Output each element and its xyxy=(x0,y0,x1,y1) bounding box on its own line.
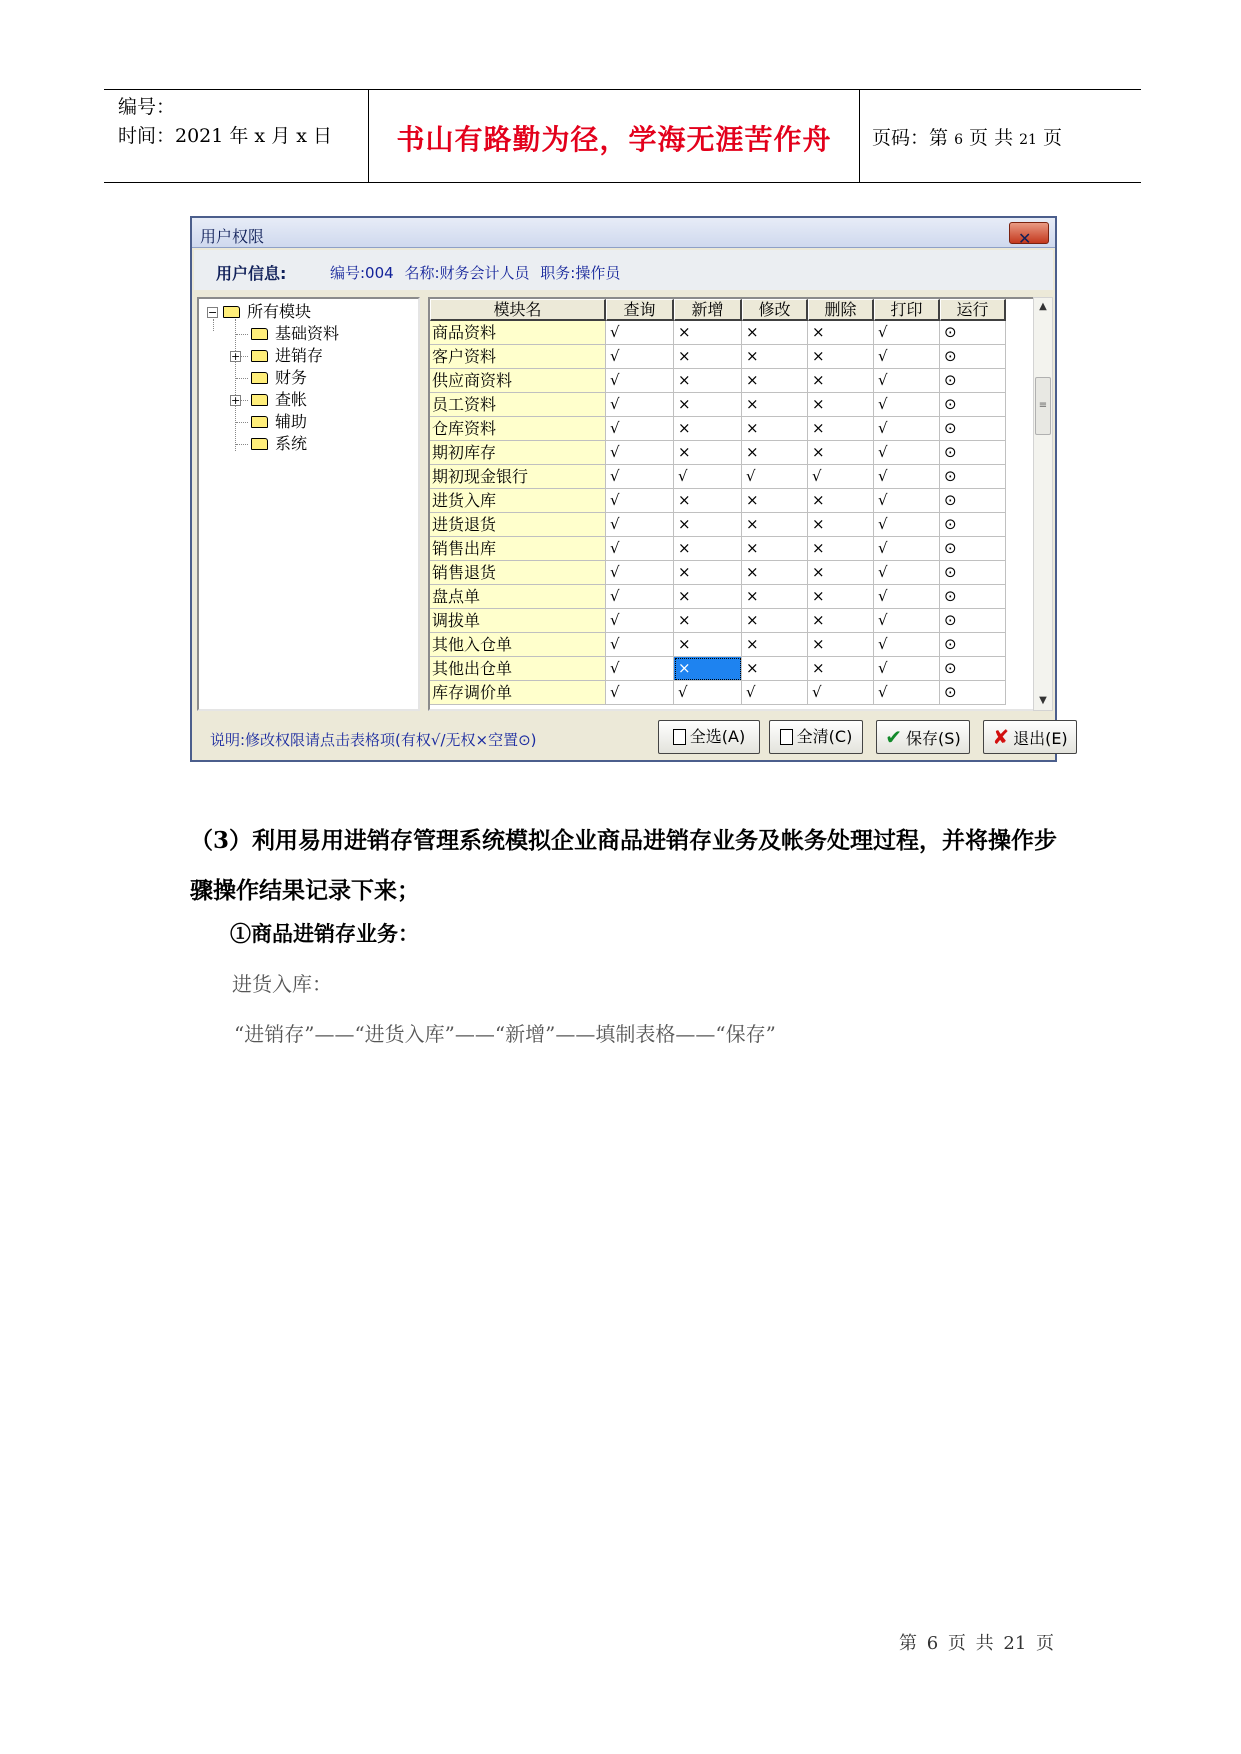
scroll-down-icon[interactable]: ▼ xyxy=(1039,695,1047,706)
save-label: 保存(S) xyxy=(906,729,961,748)
permission-cell[interactable]: √ xyxy=(606,561,674,585)
close-button[interactable] xyxy=(1009,222,1049,248)
permission-cell[interactable]: √ xyxy=(606,609,674,633)
module-name-cell: 期初库存 xyxy=(430,441,606,465)
permission-cell[interactable]: ⊙ xyxy=(940,609,1006,633)
permission-cell[interactable]: × xyxy=(674,609,742,633)
table-row xyxy=(430,369,1006,393)
permission-cell[interactable]: √ xyxy=(874,537,940,561)
module-name-cell: 销售退货 xyxy=(430,561,606,585)
section-heading: ①商品进销存业务： xyxy=(230,921,419,946)
tree-node-system[interactable] xyxy=(251,434,307,454)
permission-cell[interactable]: × xyxy=(674,585,742,609)
permission-cell[interactable]: × xyxy=(808,513,874,537)
page-mid: 页 共 xyxy=(969,127,1014,149)
permission-cell[interactable]: × xyxy=(742,513,808,537)
table-row xyxy=(430,537,1006,561)
save-button[interactable] xyxy=(876,720,970,754)
page-total: 21 xyxy=(1019,132,1037,148)
permission-cell[interactable]: √ xyxy=(874,321,940,345)
tree-connector xyxy=(235,319,236,451)
permission-cell[interactable]: × xyxy=(674,441,742,465)
permission-cell[interactable]: ⊙ xyxy=(940,585,1006,609)
instruction-paragraph: （3）利用易用进销存管理系统模拟企业商品进销存业务及帐务处理过程，并将操作步骤操作结果记录下来； xyxy=(190,827,1058,904)
expand-toggle-icon[interactable]: + xyxy=(231,394,241,407)
permission-cell[interactable]: ⊙ xyxy=(940,345,1006,369)
permission-cell[interactable]: √ xyxy=(874,585,940,609)
page-prefix: 页码：第 xyxy=(872,127,949,149)
tree-connector xyxy=(213,319,214,331)
permission-cell[interactable]: √ xyxy=(606,489,674,513)
permission-cell[interactable]: ⊙ xyxy=(940,681,1006,705)
module-name-cell: 员工资料 xyxy=(430,393,606,417)
permission-cell[interactable]: × xyxy=(742,321,808,345)
permission-cell[interactable]: × xyxy=(674,561,742,585)
serial-label: 编号： xyxy=(118,96,176,118)
expand-toggle-icon[interactable]: + xyxy=(231,350,241,363)
permission-cell[interactable]: × xyxy=(742,561,808,585)
select-all-button[interactable] xyxy=(658,720,760,754)
permission-cell[interactable]: √ xyxy=(874,417,940,441)
tree-connector xyxy=(236,422,248,423)
permission-cell[interactable]: √ xyxy=(874,441,940,465)
clear-all-label: 全清(C) xyxy=(796,727,853,746)
dialog-titlebar xyxy=(192,218,1055,248)
module-name-cell: 库存调价单 xyxy=(430,681,606,705)
permission-cell[interactable]: × xyxy=(742,537,808,561)
folder-icon xyxy=(251,416,268,428)
tree-node-finance[interactable] xyxy=(251,368,307,388)
cross-icon: ✘ xyxy=(992,725,1010,749)
permission-cell[interactable]: √ xyxy=(606,681,674,705)
tree-node-label: 财务 xyxy=(275,368,308,387)
column-header[interactable]: 新增 xyxy=(674,299,742,321)
table-row xyxy=(430,465,1006,489)
module-name-cell: 商品资料 xyxy=(430,321,606,345)
permission-cell[interactable]: ⊙ xyxy=(940,633,1006,657)
module-name-cell: 期初现金银行 xyxy=(430,465,606,489)
page-header xyxy=(104,89,1141,183)
permission-cell[interactable]: √ xyxy=(606,321,674,345)
header-divider xyxy=(368,90,369,182)
permission-cell[interactable]: ⊙ xyxy=(940,489,1006,513)
permission-cell[interactable]: × xyxy=(674,513,742,537)
close-icon: ✕ xyxy=(1018,229,1032,248)
tree-node-auxiliary[interactable] xyxy=(251,412,307,432)
permission-cell[interactable]: √ xyxy=(874,561,940,585)
tree-node-label: 进销存 xyxy=(275,346,324,365)
permission-cell[interactable]: √ xyxy=(606,369,674,393)
permission-cell[interactable]: × xyxy=(808,321,874,345)
tree-node-audit[interactable] xyxy=(251,390,307,410)
permissions-grid xyxy=(428,297,1033,711)
page-num: 6 xyxy=(954,132,963,148)
permission-cell[interactable]: √ xyxy=(874,393,940,417)
module-name-cell: 仓库资料 xyxy=(430,417,606,441)
permission-cell[interactable]: √ xyxy=(606,345,674,369)
permission-cell[interactable]: × xyxy=(808,489,874,513)
user-info-bar xyxy=(194,250,1053,290)
table-row xyxy=(430,681,1006,705)
exit-button[interactable] xyxy=(983,720,1077,754)
scroll-thumb[interactable]: ≡ xyxy=(1035,377,1051,435)
instruction-note: 说明:修改权限请点击表格项(有权√/无权×空置⊙) xyxy=(210,731,537,749)
permission-cell[interactable]: × xyxy=(674,345,742,369)
permission-cell[interactable]: √ xyxy=(874,345,940,369)
user-permissions-dialog xyxy=(190,216,1068,762)
exit-label: 退出(E) xyxy=(1013,729,1068,748)
table-row xyxy=(430,657,1006,681)
permission-cell[interactable]: × xyxy=(808,561,874,585)
tree-node-label: 基础资料 xyxy=(275,324,340,343)
permission-cell[interactable]: × xyxy=(808,441,874,465)
tree-node-label: 辅助 xyxy=(275,412,308,431)
permission-cell[interactable]: √ xyxy=(606,417,674,441)
permission-cell[interactable]: √ xyxy=(606,657,674,681)
permission-cell[interactable]: √ xyxy=(874,489,940,513)
permission-cell[interactable]: √ xyxy=(808,465,874,489)
checkmark-icon: ✔ xyxy=(885,725,903,749)
copy-icon xyxy=(673,729,686,745)
permission-cell[interactable]: ⊙ xyxy=(940,441,1006,465)
column-header[interactable]: 运行 xyxy=(940,299,1006,321)
permission-cell[interactable]: √ xyxy=(606,537,674,561)
tree-node-inventory[interactable] xyxy=(251,346,323,366)
table-row xyxy=(430,609,1006,633)
permission-cell[interactable]: × xyxy=(674,417,742,441)
permission-cell[interactable]: √ xyxy=(742,465,808,489)
table-row xyxy=(430,321,1006,345)
permission-cell[interactable]: × xyxy=(742,417,808,441)
permission-cell[interactable]: ⊙ xyxy=(940,561,1006,585)
permission-cell[interactable]: × xyxy=(808,657,874,681)
column-header[interactable]: 打印 xyxy=(874,299,940,321)
permission-cell[interactable]: × xyxy=(808,633,874,657)
permission-cell[interactable]: × xyxy=(742,393,808,417)
tree-connector xyxy=(236,378,248,379)
permission-cell[interactable]: × xyxy=(808,537,874,561)
permission-cell[interactable]: × xyxy=(808,585,874,609)
module-tree[interactable] xyxy=(197,297,420,711)
permission-cell[interactable]: √ xyxy=(606,465,674,489)
table-row xyxy=(430,489,1006,513)
tree-node-root[interactable] xyxy=(223,302,311,322)
permission-cell[interactable]: √ xyxy=(606,393,674,417)
tree-connector xyxy=(236,334,248,335)
permission-cell[interactable]: × xyxy=(742,489,808,513)
permission-cell[interactable]: √ xyxy=(606,585,674,609)
permission-cell[interactable]: √ xyxy=(674,465,742,489)
permission-cell[interactable]: ⊙ xyxy=(940,417,1006,441)
tree-node-label: 所有模块 xyxy=(247,302,312,321)
permission-cell[interactable]: √ xyxy=(674,681,742,705)
header-motto: 书山有路勤为径，学海无涯苦作舟 xyxy=(396,123,832,156)
column-header[interactable]: 删除 xyxy=(808,299,874,321)
table-row xyxy=(430,633,1006,657)
module-name-cell: 其他出仓单 xyxy=(430,657,606,681)
permission-cell[interactable]: × xyxy=(674,321,742,345)
permission-cell[interactable]: × xyxy=(674,489,742,513)
dialog-title: 用户权限 xyxy=(200,227,265,246)
permission-cell[interactable]: ⊙ xyxy=(940,537,1006,561)
permission-cell[interactable]: × xyxy=(674,633,742,657)
permission-cell[interactable]: √ xyxy=(606,441,674,465)
permission-cell[interactable]: × xyxy=(742,609,808,633)
module-name-cell: 调拔单 xyxy=(430,609,606,633)
folder-icon xyxy=(251,394,268,406)
table-row xyxy=(430,513,1006,537)
permission-cell[interactable]: √ xyxy=(874,681,940,705)
permission-cell[interactable]: × xyxy=(742,657,808,681)
permission-cell[interactable]: ⊙ xyxy=(940,321,1006,345)
subsection-label: 进货入库： xyxy=(232,972,332,996)
module-name-cell: 进货退货 xyxy=(430,513,606,537)
operation-steps: “进销存”——“进货入库”——“新增”——填制表格——“保存” xyxy=(234,1022,776,1046)
column-header[interactable]: 模块名 xyxy=(430,299,606,321)
permission-cell[interactable]: ⊙ xyxy=(940,513,1006,537)
table-row xyxy=(430,345,1006,369)
permission-cell[interactable]: × xyxy=(808,393,874,417)
permission-cell[interactable]: × xyxy=(742,369,808,393)
tree-node-basic-data[interactable] xyxy=(251,324,339,344)
permission-cell[interactable]: √ xyxy=(874,369,940,393)
folder-icon xyxy=(223,306,240,318)
column-header[interactable]: 修改 xyxy=(742,299,808,321)
time-label: 时间：2021 年 x 月 x 日 xyxy=(118,125,332,147)
module-name-cell: 供应商资料 xyxy=(430,369,606,393)
permission-cell[interactable]: ⊙ xyxy=(940,465,1006,489)
table-row xyxy=(430,561,1006,585)
permission-cell[interactable]: √ xyxy=(874,513,940,537)
permission-cell[interactable]: √ xyxy=(606,633,674,657)
user-info-value: 编号:004 名称:财务会计人员 职务:操作员 xyxy=(330,264,621,282)
table-row xyxy=(430,417,1006,441)
module-name-cell: 进货入库 xyxy=(430,489,606,513)
document-icon xyxy=(780,729,793,745)
module-name-cell: 其他入仓单 xyxy=(430,633,606,657)
module-name-cell: 销售出库 xyxy=(430,537,606,561)
header-page-number xyxy=(872,123,1062,150)
permission-cell[interactable]: √ xyxy=(808,681,874,705)
permission-cell[interactable]: √ xyxy=(874,609,940,633)
permission-cell[interactable]: × xyxy=(742,585,808,609)
grid-header-row xyxy=(430,299,1006,321)
page-footer: 第 6 页 共 21 页 xyxy=(899,1633,1054,1654)
scroll-up-icon[interactable]: ▲ xyxy=(1039,301,1047,312)
tree-connector xyxy=(236,444,248,445)
folder-icon xyxy=(251,350,268,362)
permission-cell[interactable]: × xyxy=(808,345,874,369)
folder-icon xyxy=(251,438,268,450)
permission-cell[interactable]: × xyxy=(674,393,742,417)
permission-cell[interactable]: × xyxy=(808,369,874,393)
permission-cell[interactable]: ⊙ xyxy=(940,657,1006,681)
column-header[interactable]: 查询 xyxy=(606,299,674,321)
folder-icon xyxy=(251,372,268,384)
clear-all-button[interactable] xyxy=(769,720,863,754)
table-row xyxy=(430,393,1006,417)
header-meta xyxy=(118,93,332,151)
permission-cell[interactable]: × xyxy=(674,537,742,561)
permission-cell[interactable]: √ xyxy=(874,465,940,489)
module-name-cell: 盘点单 xyxy=(430,585,606,609)
header-divider xyxy=(859,90,860,182)
permission-cell[interactable]: ⊙ xyxy=(940,369,1006,393)
table-row xyxy=(430,585,1006,609)
permission-cell[interactable]: × xyxy=(742,633,808,657)
collapse-toggle-icon[interactable]: − xyxy=(208,306,218,319)
permission-cell[interactable]: √ xyxy=(874,657,940,681)
permission-cell[interactable]: × xyxy=(674,369,742,393)
permission-cell[interactable]: √ xyxy=(742,681,808,705)
permission-cell[interactable]: × xyxy=(742,345,808,369)
permission-cell[interactable]: √ xyxy=(606,513,674,537)
grid-scrollbar[interactable] xyxy=(1033,297,1053,711)
folder-icon xyxy=(251,328,268,340)
table-row xyxy=(430,441,1006,465)
permission-cell[interactable]: × xyxy=(808,609,874,633)
permission-cell[interactable]: √ xyxy=(874,633,940,657)
module-name-cell: 客户资料 xyxy=(430,345,606,369)
permission-cell[interactable]: × xyxy=(674,657,742,681)
permission-cell[interactable]: × xyxy=(742,441,808,465)
user-info-label: 用户信息: xyxy=(216,264,287,283)
tree-node-label: 查帐 xyxy=(275,390,308,409)
tree-node-label: 系统 xyxy=(275,434,308,453)
page-suffix: 页 xyxy=(1043,127,1063,149)
permission-cell[interactable]: × xyxy=(808,417,874,441)
select-all-label: 全选(A) xyxy=(689,727,746,746)
permission-cell[interactable]: ⊙ xyxy=(940,393,1006,417)
